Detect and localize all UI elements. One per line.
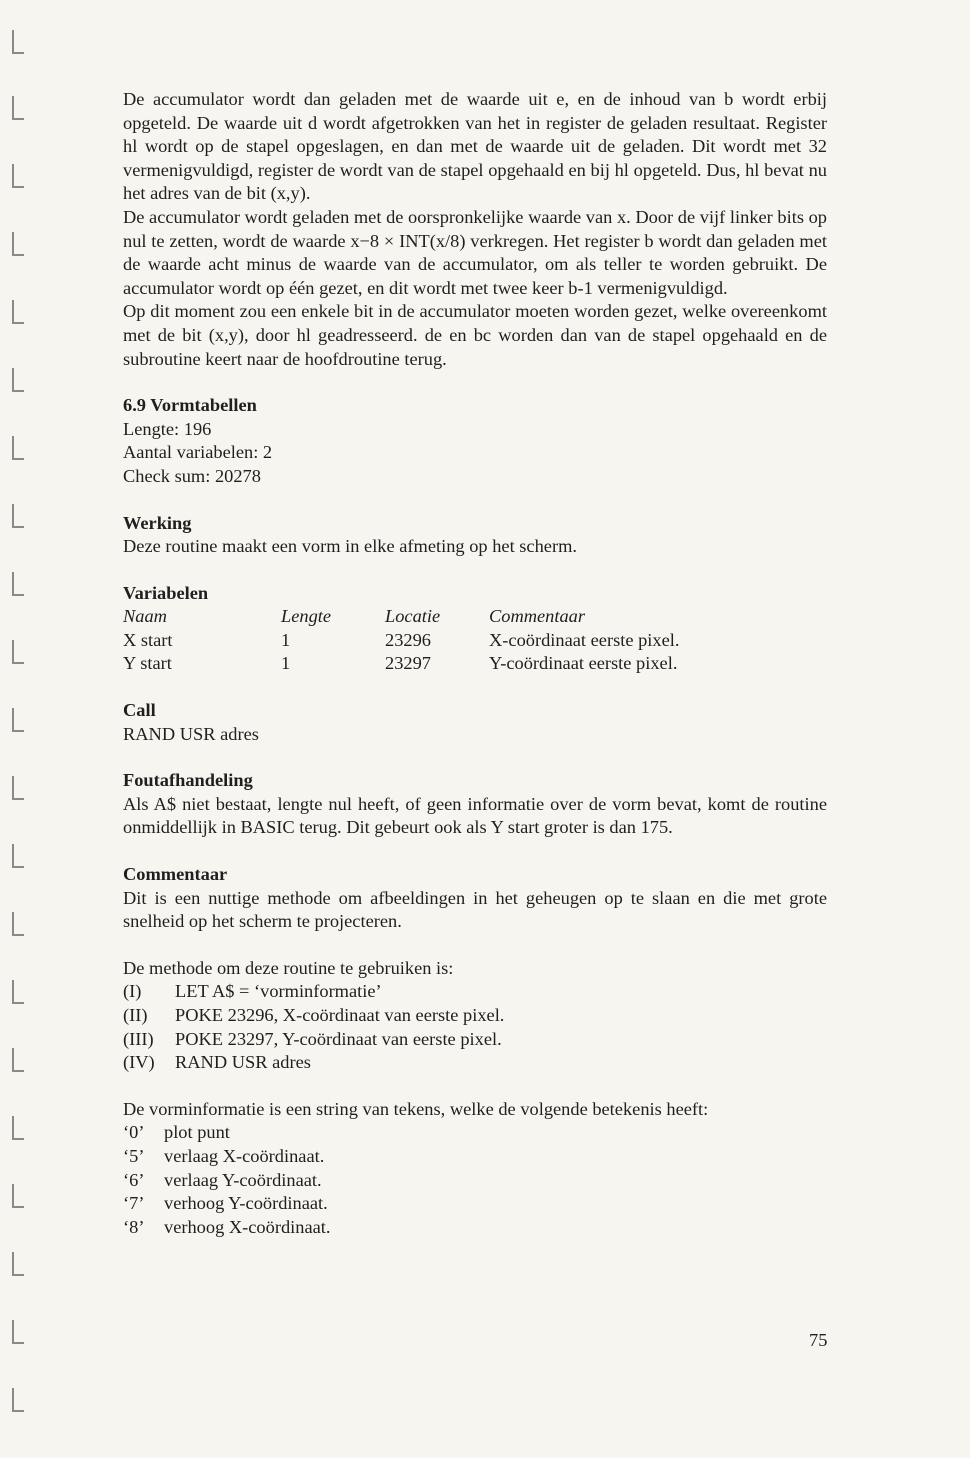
commentaar-text: Dit is een nuttige methode om afbeeldingen in het geheugen op te slaan en die met grote snelheid op het scherm te projecteren. — [123, 887, 827, 932]
column-header: Lengte — [281, 606, 332, 627]
intro-paragraph: De accumulator wordt dan geladen met de waarde uit e, en de inhoud van b wordt erbij opgeteld. De waarde uit d wordt afgetrokken van het in register de geladen resultaat. Register hl wordt op de stapel opgeslagen, en dan met de waarde uit de geladen. Dit wordt met 32 vermenigvuldigd, register de wordt van de stapel opgehaald en bij hl opgeteld. Dus, hl bevat nu het adres van de bit (x,y). — [123, 89, 827, 204]
intro-section — [123, 88, 827, 371]
foutafhandeling-text: Als A$ niet bestaat, lengte nul heeft, of geen informatie over de vorm bevat, komt de routine onmiddellijk in BASIC terug. Dit gebeurt ook als Y start groter is dan 175. — [123, 793, 827, 838]
table-row — [123, 652, 679, 676]
binding-mark — [12, 640, 24, 664]
werking-text: Deze routine maakt een vorm in elke afmeting op het scherm. — [123, 536, 577, 557]
table-cell: 23296 — [385, 629, 431, 650]
page-number: 75 — [809, 1330, 828, 1350]
section-title: 6.9 Vormtabellen — [123, 395, 257, 416]
step-number: (III) — [123, 1028, 154, 1049]
table-cell: 23297 — [385, 653, 431, 674]
code-text: verhoog X-coördinaat. — [164, 1216, 331, 1237]
variabelen-heading: Variabelen — [123, 582, 209, 603]
binding-mark — [12, 436, 24, 460]
binding-mark — [12, 96, 24, 120]
code-key: ‘7’ — [123, 1193, 145, 1214]
section-variable-count: Aantal variabelen: 2 — [123, 442, 273, 463]
codes-section — [123, 1098, 827, 1240]
list-item — [123, 1051, 827, 1075]
list-item — [123, 980, 827, 1004]
table-cell: 1 — [281, 653, 291, 674]
call-text: RAND USR adres — [123, 723, 259, 744]
column-header: Locatie — [385, 606, 441, 627]
step-number: (II) — [123, 1005, 148, 1025]
step-number: (IV) — [123, 1052, 155, 1073]
code-text: verhoog Y-coördinaat. — [164, 1193, 328, 1214]
page-content — [123, 88, 827, 1239]
binding-mark — [12, 368, 24, 392]
foutafhandeling-section — [123, 769, 827, 840]
method-intro: De methode om deze routine te gebruiken is: — [123, 957, 454, 978]
binding-mark — [12, 504, 24, 528]
step-number: (I) — [123, 981, 142, 1002]
binding-mark — [12, 1184, 24, 1208]
binding-mark — [12, 1388, 24, 1412]
binding-mark — [12, 572, 24, 596]
variables-table — [123, 605, 679, 676]
binding-mark — [12, 844, 24, 868]
list-item — [123, 1028, 827, 1052]
call-heading: Call — [123, 700, 156, 721]
table-row — [123, 629, 679, 653]
list-item — [123, 1216, 827, 1240]
table-cell: X start — [123, 629, 173, 650]
code-key: ‘8’ — [123, 1216, 145, 1237]
binding-mark — [12, 1252, 24, 1276]
section-length: Lengte: 196 — [123, 418, 212, 439]
table-cell: Y-coördinaat eerste pixel. — [489, 653, 678, 674]
binding-mark — [12, 980, 24, 1004]
binding-mark — [12, 1116, 24, 1140]
binding-mark — [12, 776, 24, 800]
intro-paragraph: De accumulator wordt geladen met de oorspronkelijke waarde van x. Door de vijf linker bits op nul te zetten, wordt de waarde x−8 × INT(x/8) verkregen. Het register b wordt dan geladen met de waarde acht minus de waarde van de accumulator, om als teller te worden gebruikt. De accumulator wordt op één gezet, en dit wordt met twee keer b-1 vermenigvuldigd. — [123, 206, 827, 298]
list-item — [123, 1169, 827, 1193]
table-cell: Y start — [123, 653, 172, 674]
commentaar-section — [123, 863, 827, 934]
binding-mark — [12, 912, 24, 936]
binding-mark — [12, 30, 24, 54]
binding-mark — [12, 1048, 24, 1072]
step-text: POKE 23296, X-coördinaat van eerste pixel. — [175, 1005, 505, 1025]
table-cell: 1 — [281, 629, 291, 650]
binding-marks — [0, 0, 40, 1458]
code-key: ‘0’ — [123, 1122, 145, 1143]
code-text: verlaag Y-coördinaat. — [164, 1169, 322, 1190]
method-section — [123, 957, 827, 1075]
column-header: Commentaar — [489, 606, 586, 627]
werking-section — [123, 512, 827, 559]
variabelen-section — [123, 582, 827, 676]
list-item — [123, 1192, 827, 1216]
intro-paragraph: Op dit moment zou een enkele bit in de accumulator moeten worden gezet, welke overeenkomt met de bit (x,y), door hl geadresseerd. de en bc worden dan van de stapel opgehaald en de subroutine keert naar de hoofdroutine terug. — [123, 301, 827, 369]
binding-mark — [12, 164, 24, 188]
binding-mark — [12, 708, 24, 732]
list-item — [123, 1121, 827, 1145]
code-key: ‘5’ — [123, 1145, 145, 1166]
step-text: POKE 23297, Y-coördinaat van eerste pixel. — [175, 1028, 502, 1049]
list-item — [123, 1004, 827, 1028]
werking-heading: Werking — [123, 512, 192, 533]
code-text: verlaag X-coördinaat. — [164, 1145, 325, 1166]
column-header: Naam — [123, 606, 167, 627]
code-key: ‘6’ — [123, 1169, 145, 1190]
step-text: LET A$ = ‘vorminformatie’ — [175, 981, 382, 1002]
commentaar-heading: Commentaar — [123, 864, 228, 885]
codes-intro: De vorminformatie is een string van tekens, welke de volgende betekenis heeft: — [123, 1098, 709, 1119]
binding-mark — [12, 232, 24, 256]
foutafhandeling-heading: Foutafhandeling — [123, 770, 253, 791]
step-text: RAND USR adres — [175, 1052, 311, 1073]
section-checksum: Check sum: 20278 — [123, 465, 261, 486]
table-cell: X-coördinaat eerste pixel. — [489, 629, 680, 650]
section-info — [123, 394, 827, 488]
code-text: plot punt — [164, 1122, 230, 1143]
table-header-row — [123, 605, 679, 629]
call-section — [123, 699, 827, 746]
binding-mark — [12, 300, 24, 324]
binding-mark — [12, 1320, 24, 1344]
list-item — [123, 1145, 827, 1169]
